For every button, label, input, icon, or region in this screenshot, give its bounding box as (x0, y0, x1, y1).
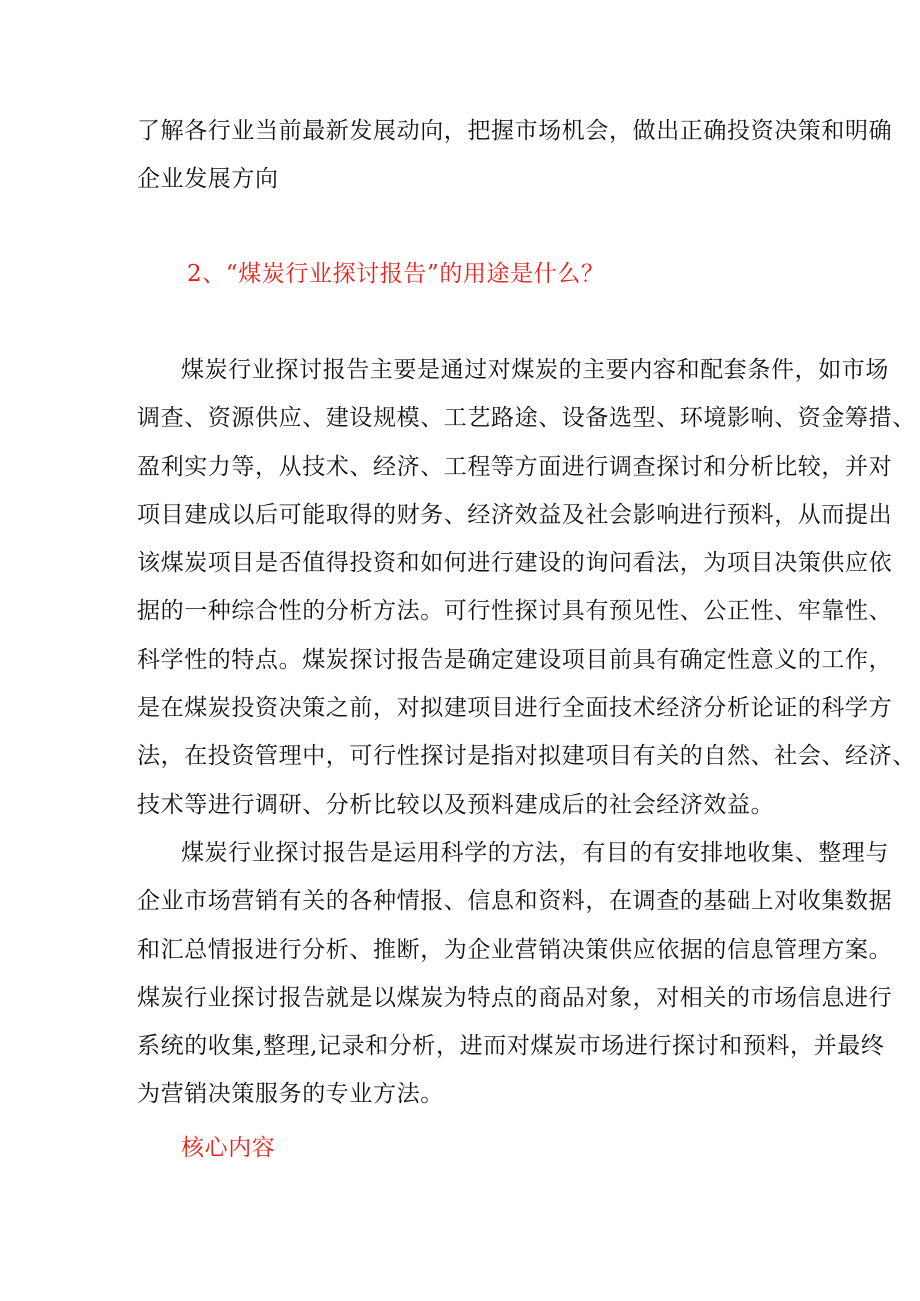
paragraph-usage-line-8: 是在煤炭投资决策之前，对拟建项目进行全面技术经济分析论证的科学方 (137, 695, 893, 722)
intro-line-1: 了解各行业当前最新发展动向，把握市场机会，做出正确投资决策和明确 (137, 118, 893, 144)
paragraph-method-line-1: 煤炭行业探讨报告是运用科学的方法，有目的有安排地收集、整理与 (181, 840, 889, 866)
paragraph-method-line-6: 为营销决策服务的专业方法。 (137, 1081, 444, 1108)
paragraph-usage-line-1: 煤炭行业探讨报告主要是通过对煤炭的主要内容和配套条件，如市场 (181, 357, 889, 383)
paragraph-usage-line-3: 盈利实力等，从技术、经济、工程等方面进行调查探讨和分析比较，并对 (137, 453, 893, 480)
intro-paragraph (137, 107, 893, 204)
paragraph-usage-line-6: 据的一种综合性的分析方法。可行性探讨具有预见性、公正性、牢靠性、 (137, 598, 893, 625)
paragraph-method-line-4: 煤炭行业探讨报告就是以煤炭为特点的商品对象，对相关的市场信息进行 (137, 984, 893, 1011)
paragraph-usage-line-9: 法，在投资管理中，可行性探讨是指对拟建项目有关的自然、社会、经济、 (137, 743, 916, 770)
paragraph-method (137, 829, 893, 1119)
intro-line-2: 企业发展方向 (137, 166, 279, 193)
paragraph-method-line-5: 系统的收集,整理,记录和分析，进而对煤炭市场进行探讨和预料，并最终 (137, 1033, 885, 1060)
paragraph-usage-line-5: 该煤炭项目是否值得投资和如何进行建设的询问看法，为项目决策供应依 (137, 550, 893, 577)
paragraph-usage-line-4: 项目建成以后可能取得的财务、经济效益及社会影响进行预料，从而提出 (137, 501, 893, 528)
paragraph-usage (137, 346, 916, 829)
paragraph-usage-line-7: 科学性的特点。煤炭探讨报告是确定建设项目前具有确定性意义的工作， (137, 646, 893, 673)
paragraph-method-line-2: 企业市场营销有关的各种情报、信息和资料，在调查的基础上对收集数据 (137, 888, 893, 915)
paragraph-usage-line-10: 技术等进行调研、分析比较以及预料建成后的社会经济效益。 (137, 791, 775, 818)
section-heading-core-content: 核心内容 (181, 1135, 276, 1161)
paragraph-method-line-3: 和汇总情报进行分析、推断，为企业营销决策供应依据的信息管理方案。 (137, 936, 893, 963)
question-heading: 2、“煤炭行业探讨报告”的用途是什么？ (187, 261, 605, 287)
paragraph-usage-line-2: 调查、资源供应、建设规模、工艺路途、设备选型、环境影响、资金筹措、 (137, 405, 916, 432)
